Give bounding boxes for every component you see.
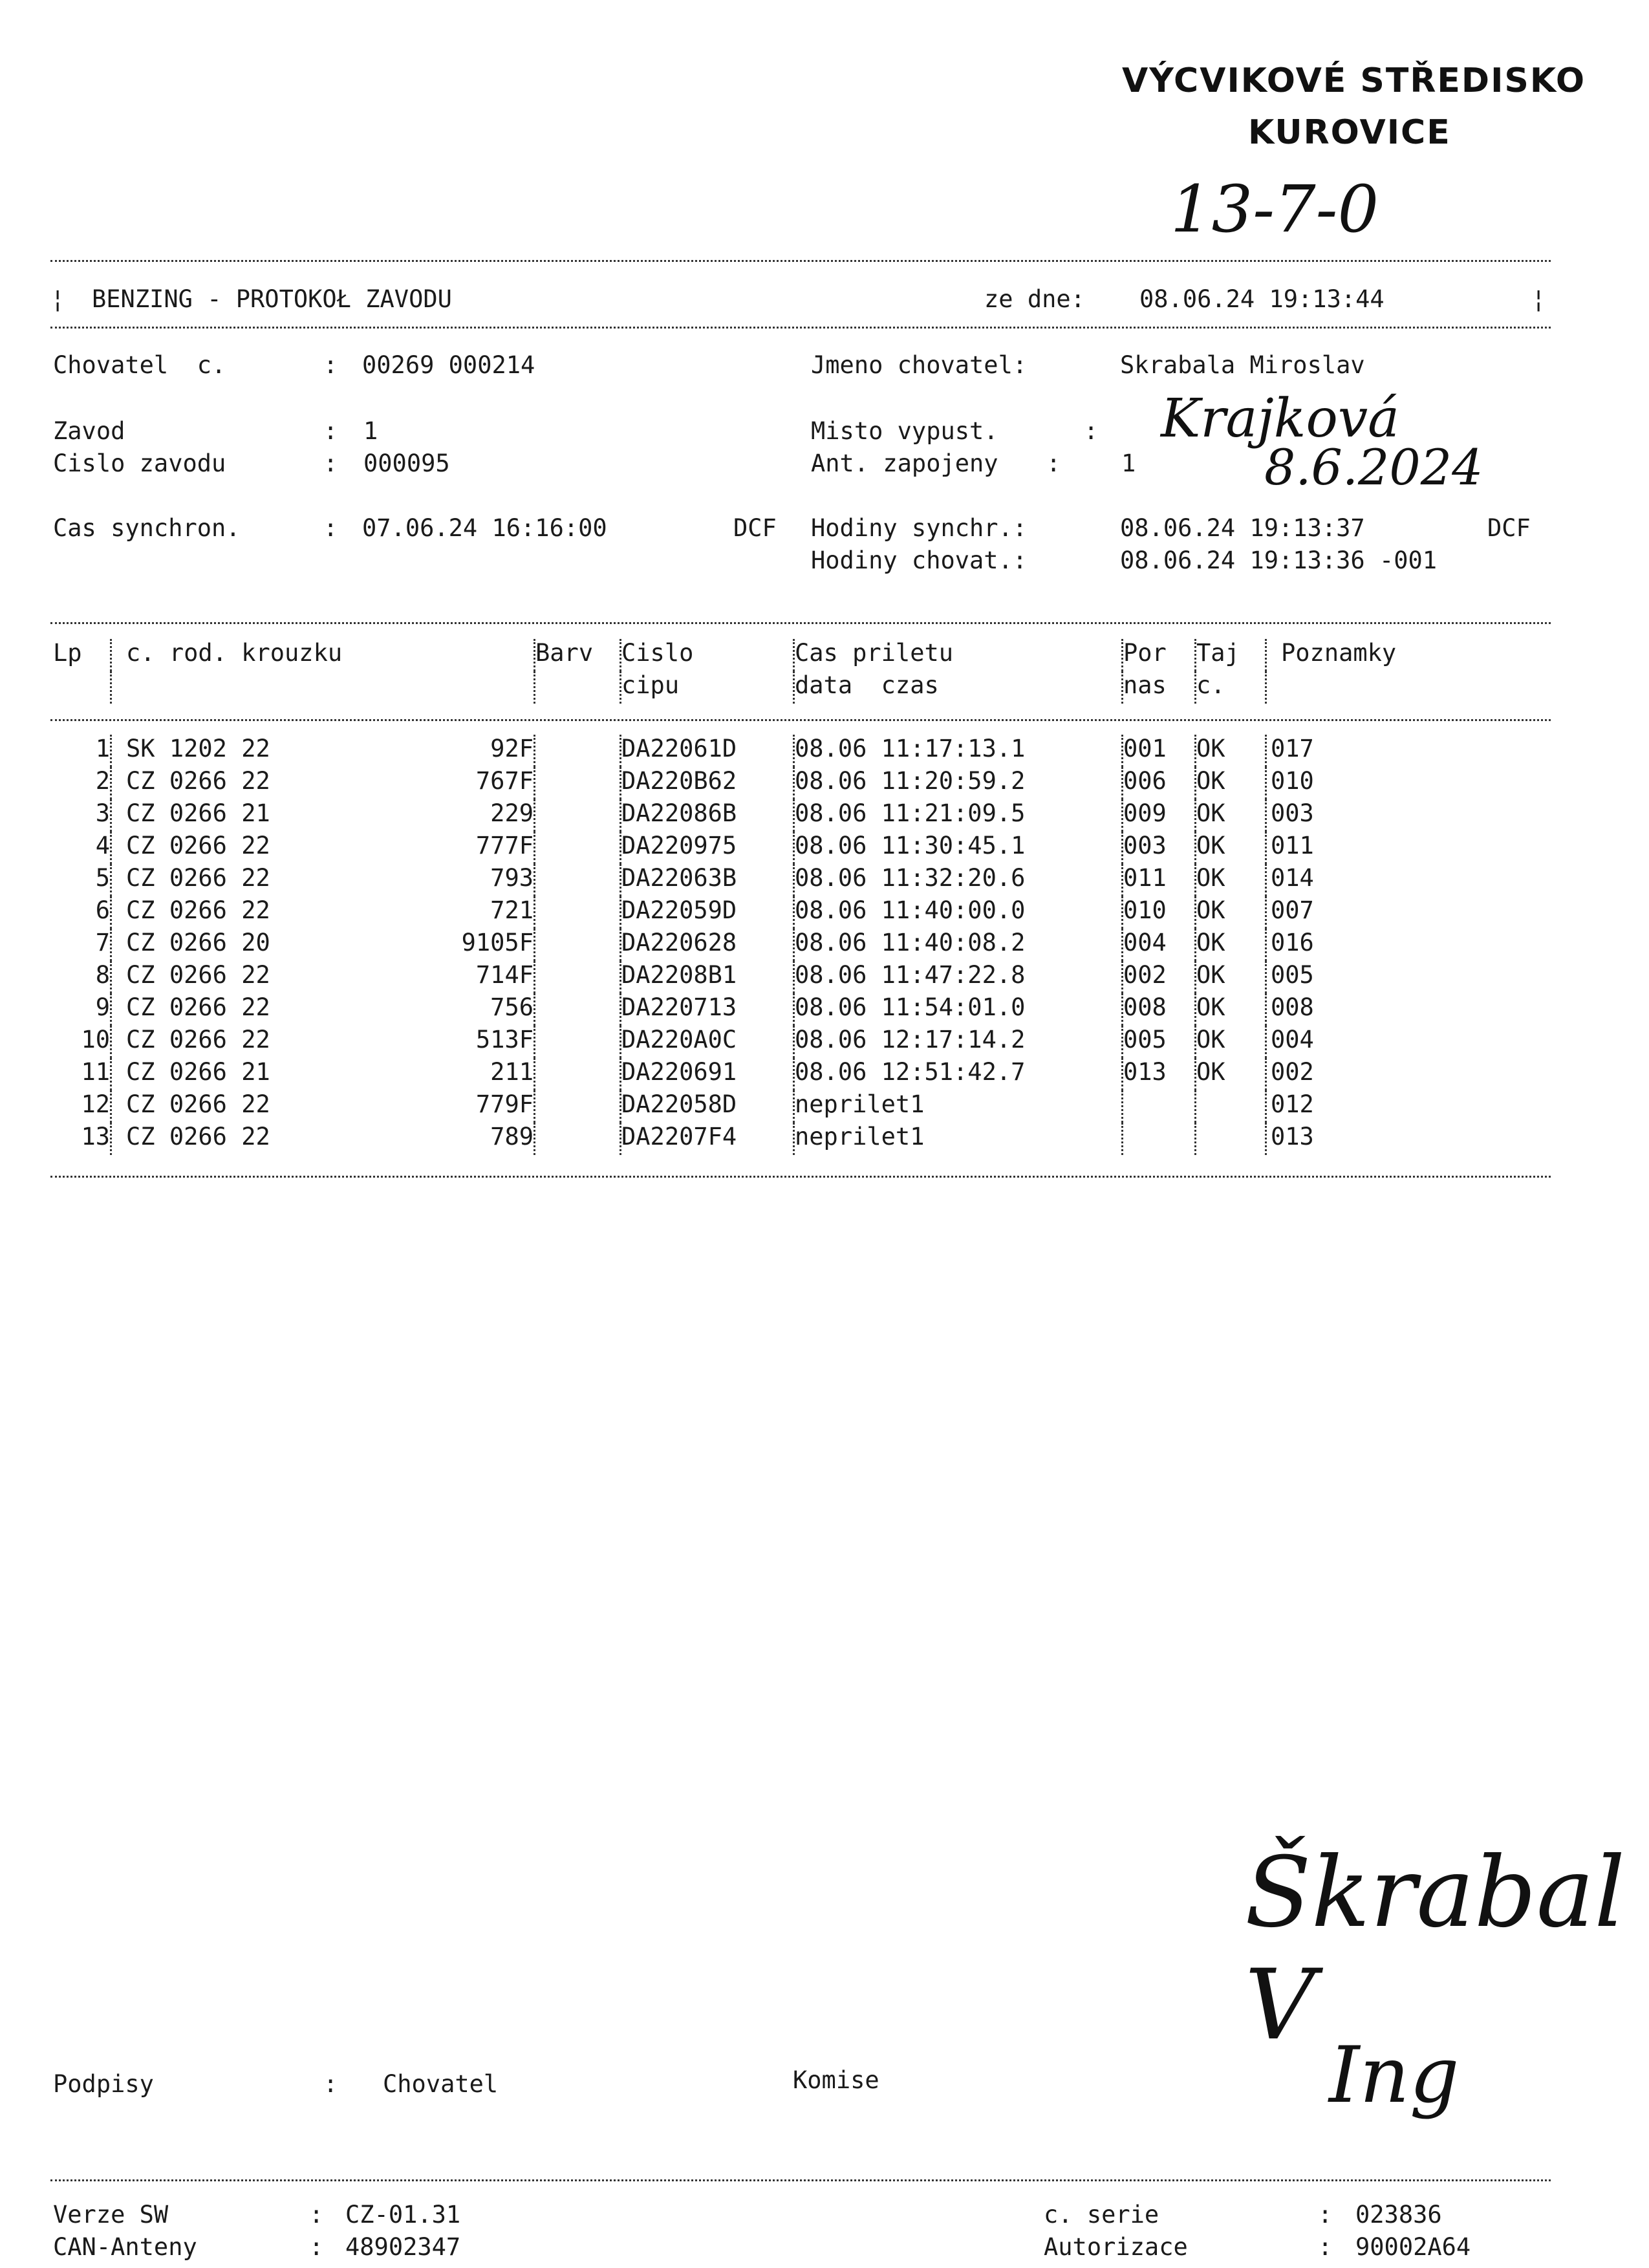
header-bottom-rule [50,327,1551,329]
cell-lp: 1 [95,735,110,762]
cell-time: 08.06 11:40:00.0 [794,896,1123,929]
cell-pozn: 010 [1266,767,1517,799]
cell-num: 714F [475,961,534,989]
cell-ring: CZ 0266 22 [111,1090,405,1123]
cell-num: 9105F [461,929,534,956]
cell-ring: CZ 0266 20 [111,929,405,961]
podpisy-colon: : [323,2070,338,2098]
cell-time: 08.06 11:30:45.1 [794,832,1123,864]
cell-barv [535,961,621,993]
stamp-code: 13-7-0 [1170,171,1379,247]
cell-time: 08.06 11:20:59.2 [794,767,1123,799]
chovatel-colon: : [323,351,338,379]
cell-taj: OK [1196,864,1266,896]
ant-value: 1 [1121,449,1136,477]
cell-ring: CZ 0266 21 [111,1058,405,1090]
cell-chip: DA220B62 [621,767,794,799]
header-left-bar: ¦ [50,285,65,313]
cell-chip: DA22061D [621,735,794,767]
cell-barv [535,929,621,961]
cell-barv [535,864,621,896]
cell-pozn: 003 [1266,799,1517,832]
table-top-rule [50,622,1551,624]
footer-rule [50,2179,1551,2181]
cell-pozn: 008 [1266,993,1517,1026]
ant-label: Ant. zapojeny [811,449,998,477]
misto-label: Misto vypust. [811,417,998,445]
cell-por: 002 [1123,961,1196,993]
cell-ring: CZ 0266 22 [111,961,405,993]
misto-colon: : [1084,417,1099,445]
cell-taj: OK [1196,1058,1266,1090]
cell-taj: OK [1196,767,1266,799]
verze-value: CZ-01.31 [345,2201,461,2229]
ant-colon: : [1046,449,1061,477]
table-row [53,864,1516,896]
header-ring: c. rod. krouzku [111,639,535,671]
cell-time: 08.06 11:17:13.1 [794,735,1123,767]
header-right-bar: ¦ [1531,285,1546,313]
cell-pozn: 011 [1266,832,1517,864]
cell-por: 008 [1123,993,1196,1026]
cell-taj: OK [1196,735,1266,767]
can-value: 48902347 [345,2233,461,2261]
header-poznamky-blank [1266,671,1527,704]
cell-por: 005 [1123,1026,1196,1058]
cell-taj [1196,1090,1266,1123]
cell-pozn: 007 [1266,896,1517,929]
header-lp: Lp [53,639,82,667]
header-top-rule [50,260,1551,262]
serie-value: 023836 [1355,2201,1442,2229]
serie-label: c. serie [1044,2201,1159,2229]
cell-por [1123,1123,1196,1155]
cell-ring: CZ 0266 22 [111,1123,405,1155]
table-bottom-rule [50,1176,1551,1178]
signature-commission: Ing [1329,2031,1460,2121]
cell-barv [535,993,621,1026]
cell-pozn: 014 [1266,864,1517,896]
autor-value: 90002A64 [1355,2233,1471,2261]
cell-num: 789 [490,1123,534,1150]
cell-ring: CZ 0266 22 [111,864,405,896]
cell-pozn: 012 [1266,1090,1517,1123]
table-row [53,735,1516,767]
handwritten-date: 8.6.2024 [1264,438,1483,496]
table-row [53,767,1516,799]
cas-synchron-suffix: DCF [733,514,777,542]
cell-barv [535,1026,621,1058]
verze-label: Verze SW [53,2201,169,2229]
cell-chip: DA22063B [621,864,794,896]
header-ring-blank [111,671,535,704]
cell-por: 001 [1123,735,1196,767]
can-colon: : [309,2233,324,2261]
table-row [53,832,1516,864]
verze-colon: : [309,2201,324,2229]
header-date-value: 08.06.24 19:13:44 [1139,285,1385,313]
hodiny-chovat-label: Hodiny chovat.: [811,546,1028,574]
handwritten-place: Krajková [1161,388,1400,449]
cell-ring: CZ 0266 22 [111,993,405,1026]
cell-barv [535,799,621,832]
cell-lp: 6 [95,896,110,924]
podpisy-komise: Komise [793,2066,879,2094]
results-table-body [53,735,1516,1155]
hodiny-synchr-label: Hodiny synchr.: [811,514,1028,542]
cell-time: 08.06 12:51:42.7 [794,1058,1123,1090]
cell-lp: 13 [81,1123,110,1150]
cell-pozn: 005 [1266,961,1517,993]
chovatel-value: 00269 000214 [362,351,535,379]
cell-num: 777F [475,832,534,859]
cell-taj: OK [1196,929,1266,961]
cell-barv [535,767,621,799]
table-row [53,1026,1516,1058]
cell-num: 92F [490,735,534,762]
header-nas: nas [1123,671,1196,704]
cas-synchron-colon: : [323,514,338,542]
cell-taj [1196,1123,1266,1155]
cell-num: 793 [490,864,534,892]
cell-lp: 10 [81,1026,110,1053]
hodiny-synchr-value: 08.06.24 19:13:37 [1120,514,1365,542]
table-row [53,961,1516,993]
cell-ring: CZ 0266 22 [111,832,405,864]
zavod-value: 1 [363,417,378,445]
cell-chip: DA220713 [621,993,794,1026]
cislo-zavodu-label: Cislo zavodu [53,449,226,477]
cell-por: 006 [1123,767,1196,799]
table-row [53,896,1516,929]
cell-num: 229 [490,799,534,827]
cell-pozn: 004 [1266,1026,1517,1058]
cell-num: 513F [475,1026,534,1053]
table-header-rule [50,719,1551,721]
stamp-line-1: VÝCVIKOVÉ STŘEDISKO [1122,61,1586,100]
cell-taj: OK [1196,961,1266,993]
zavod-colon: : [323,417,338,445]
cell-chip: DA220975 [621,832,794,864]
cell-lp: 9 [95,993,110,1021]
cell-taj: OK [1196,896,1266,929]
cislo-zavodu-value: 000095 [363,449,450,477]
jmeno-value: Skrabala Miroslav [1120,351,1365,379]
cell-taj: OK [1196,993,1266,1026]
cell-num: 779F [475,1090,534,1118]
cell-barv [535,735,621,767]
cell-por [1123,1090,1196,1123]
cell-lp: 3 [95,799,110,827]
cell-barv [535,832,621,864]
cell-time: 08.06 11:54:01.0 [794,993,1123,1026]
cell-lp: 12 [81,1090,110,1118]
cell-chip: DA22058D [621,1090,794,1123]
table-row [53,799,1516,832]
podpisy-label: Podpisy [53,2070,154,2098]
table-row [53,929,1516,961]
cell-taj: OK [1196,1026,1266,1058]
cell-lp: 5 [95,864,110,892]
cell-time: 08.06 12:17:14.2 [794,1026,1123,1058]
cell-por: 003 [1123,832,1196,864]
cell-time: 08.06 11:32:20.6 [794,864,1123,896]
cell-por: 013 [1123,1058,1196,1090]
serie-colon: : [1318,2201,1333,2229]
header-barv-blank [535,671,621,704]
cell-pozn: 013 [1266,1123,1517,1155]
cell-lp: 7 [95,929,110,956]
cell-lp: 4 [95,832,110,859]
header-por: Por [1123,639,1196,671]
cell-taj: OK [1196,832,1266,864]
cell-por: 010 [1123,896,1196,929]
hodiny-synchr-suffix: DCF [1487,514,1531,542]
header-barv: Barv [535,639,621,671]
cell-barv [535,1058,621,1090]
cell-ring: CZ 0266 22 [111,1026,405,1058]
header-c: c. [1196,671,1266,704]
table-row [53,1123,1516,1155]
cell-chip: DA220691 [621,1058,794,1090]
cell-ring: SK 1202 22 [111,735,405,767]
cell-ring: CZ 0266 22 [111,896,405,929]
cell-ring: CZ 0266 22 [111,767,405,799]
cell-pozn: 016 [1266,929,1517,961]
chovatel-label: Chovatel c. [53,351,226,379]
stamp-line-2: KUROVICE [1248,113,1451,152]
cell-por: 011 [1123,864,1196,896]
cell-lp: 11 [81,1058,110,1086]
cell-pozn: 017 [1266,735,1517,767]
header-data-czas: data czas [794,671,1123,704]
zavod-label: Zavod [53,417,125,445]
table-row [53,1058,1516,1090]
cell-lp: 8 [95,961,110,989]
cell-time: 08.06 11:21:09.5 [794,799,1123,832]
header-cipu: cipu [621,671,794,704]
cell-chip: DA220A0C [621,1026,794,1058]
cell-num: 721 [490,896,534,924]
cell-lp: 2 [95,767,110,795]
results-table-header [53,639,1527,704]
cell-por: 009 [1123,799,1196,832]
cas-synchron-value: 07.06.24 16:16:00 [362,514,607,542]
header-taj: Taj [1196,639,1266,671]
table-row [53,993,1516,1026]
podpisy-chovatel: Chovatel [383,2070,499,2098]
cell-chip: DA22059D [621,896,794,929]
cell-por: 004 [1123,929,1196,961]
cell-barv [535,896,621,929]
table-row [53,1090,1516,1123]
cell-chip: DA2208B1 [621,961,794,993]
cell-chip: DA2207F4 [621,1123,794,1155]
cell-chip: DA220628 [621,929,794,961]
cell-num: 756 [490,993,534,1021]
cell-barv [535,1123,621,1155]
cell-num: 211 [490,1058,534,1086]
jmeno-label: Jmeno chovatel: [811,351,1028,379]
header-lp-blank [53,671,111,704]
cas-synchron-label: Cas synchron. [53,514,241,542]
cell-chip: DA22086B [621,799,794,832]
cell-barv [535,1090,621,1123]
header-title: BENZING - PROTOKOŁ ZAVODU [92,285,452,313]
cislo-zavodu-colon: : [323,449,338,477]
cell-time: neprilet1 [794,1090,1123,1123]
hodiny-chovat-value: 08.06.24 19:13:36 -001 [1120,546,1438,574]
header-cislo: Cislo [621,639,794,671]
can-label: CAN-Anteny [53,2233,197,2261]
signature-breeder: Škrabal V [1245,1837,1626,2062]
cell-time: 08.06 11:40:08.2 [794,929,1123,961]
cell-ring: CZ 0266 21 [111,799,405,832]
header-poznamky: Poznamky [1266,639,1527,671]
cell-pozn: 002 [1266,1058,1517,1090]
cell-time: neprilet1 [794,1123,1123,1155]
header-date-label: ze dne: [984,285,1085,313]
header-cas: Cas priletu [794,639,1123,671]
cell-taj: OK [1196,799,1266,832]
autor-colon: : [1318,2233,1333,2261]
cell-num: 767F [475,767,534,795]
cell-time: 08.06 11:47:22.8 [794,961,1123,993]
autor-label: Autorizace [1044,2233,1188,2261]
